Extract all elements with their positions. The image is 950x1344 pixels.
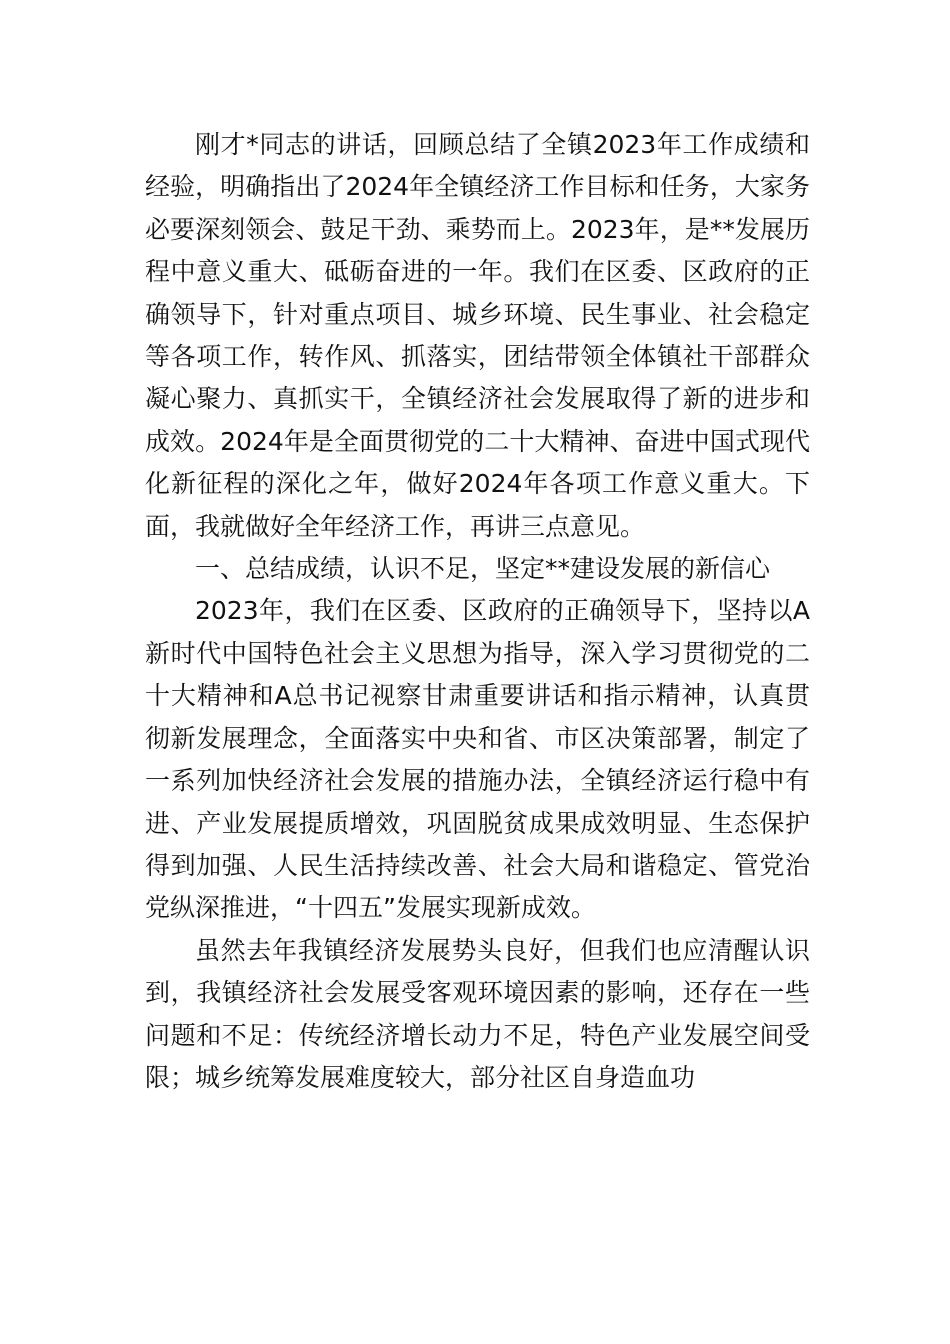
section-heading: 一、总结成绩，认识不足，坚定**建设发展的新信心 [195,554,771,584]
achievements-paragraph: 2023年，我们在区委、区政府的正确领导下，坚持以A新时代中国特色社会主义思想为指导，深入学习贯彻党的二十大精神和A总书记视察甘肃重要讲话和指示精神，认真贯彻新发展理念，全面落实中央和省、市区决策部署，制定了一系列加快经济社会发展的措施办法，全镇经济运行稳中有进、产业发展提质增效，巩固脱贫成果成效明显、生态保护得到加强、人民生活持续改善、社会大局和谐稳定、管党治党纵深推进，“十四五”发展实现新成效。 [145,596,810,923]
intro-paragraph: 刚才*同志的讲话，回顾总结了全镇2023年工作成绩和经验，明确指出了2024年全镇经济工作目标和任务，大家务必要深刻领会、鼓足干劲、乘势而上。2023年，是**发展历程中意义重大、砥砺奋进的一年。我们在区委、区政府的正确领导下，针对重点项目、城乡环境、民生事业、社会稳定等各项工作，转作风、抓落实，团结带领全体镇社干部群众凝心聚力、真抓实干，全镇经济社会发展取得了新的进步和成效。2024年是全面贯彻党的二十大精神、奋进中国式现代化新征程的深化之年，做好2024年各项工作意义重大。下面，我就做好全年经济工作，再讲三点意见。 [145,130,810,541]
problems-paragraph: 虽然去年我镇经济发展势头良好，但我们也应清醒认识到，我镇经济社会发展受客观环境因素的影响，还存在一些问题和不足：传统经济增长动力不足，特色产业发展空间受限；城乡统筹发展难度较大，部分社区自身造血功 [145,935,810,1092]
document-body [145,124,810,1099]
